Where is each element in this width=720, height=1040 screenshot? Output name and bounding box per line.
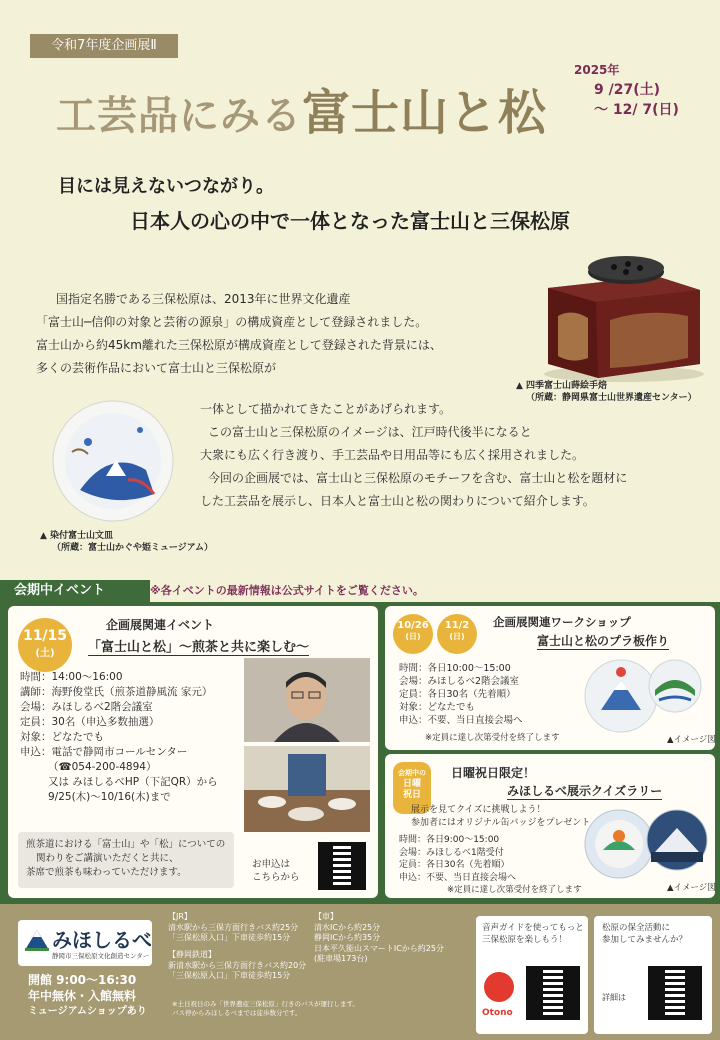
access-line: 日本平久能山スマートICから約25分 [314, 943, 444, 953]
plate-caption [40, 530, 213, 554]
event2-detail: 会場：みほしるべ2階会議室 [399, 676, 520, 687]
pine-line: 松原の保全活動に [602, 923, 671, 933]
apply-line: こちらから [252, 872, 300, 883]
event1-detail: 申込：電話で静岡市コールセンター [20, 746, 188, 758]
footer-logo: みほしるべ [52, 928, 152, 952]
intro-line: 一体として描かれてきたことがあげられます。 [200, 402, 452, 416]
event2-detail: 時間：各日10:00～15:00 [399, 663, 511, 674]
audio-guide-qr-code[interactable] [526, 966, 580, 1020]
intro-line: 多くの芸術作品において富士山と三保松原が [36, 361, 277, 375]
tea-ceremony-photo [244, 746, 370, 832]
lead-line-2: 日本人の心の中で一体となった富士山と三保松原 [130, 209, 570, 233]
audio-guide-line: 三保松原を楽しもう！ [482, 935, 568, 945]
pine-line: 参加してみませんか？ [602, 935, 688, 945]
date-end: 〜 12/ 7(日) [594, 102, 679, 118]
access-line: 清水ICから約25分 [314, 922, 381, 932]
pine-activity-box [594, 916, 712, 1034]
event1-date: 11/15 [22, 628, 68, 644]
lead-line-1: 目には見えないつながり。 [58, 176, 274, 197]
events-band-label: 会期中イベント [0, 580, 150, 602]
event1-note-line: 煎茶道における「富士山」や「松」についての [26, 839, 226, 850]
event3-desc-line: 展示を見てクイズに挑戦しよう！ [411, 805, 546, 815]
apply-line: お申込は [252, 859, 291, 870]
access-line: 静岡ICから約35分 [314, 933, 381, 942]
pine-activity-qr-code[interactable] [648, 966, 702, 1020]
footer-hours: 開館 9:00～16:30 [28, 973, 137, 987]
event1-detail: 会場：みほしるべ2階会議室 [20, 701, 153, 713]
event1-note [18, 832, 234, 888]
event2-date2: 11/2 [444, 620, 470, 631]
access-line: (駐車場173台) [314, 954, 368, 963]
box-caption-title: ▲ 四季富士山蒔絵手焙 [516, 381, 608, 391]
access-line: 「三保松原入口」下車徒歩約15分 [168, 933, 291, 942]
event3-desc-line: 参加者にはオリジナル缶バッジをプレゼント [411, 818, 591, 828]
date-start: 9 /27(土) [594, 82, 661, 98]
title-part-a: 工芸品にみる [56, 93, 302, 139]
bus-note-line: バス停からみほしるべまでは徒歩数分です。 [172, 1009, 302, 1017]
intro-line: 今回の企画展では、富士山と三保松原のモチーフを含む、富士山と松を題材に [208, 471, 628, 485]
event3-title: 日曜祝日限定！ [451, 766, 536, 780]
event1-detail: （☎054-200-4894） [48, 761, 157, 773]
access-car [314, 912, 444, 965]
event3-detail: 定員：各日30名（先着順） [399, 860, 510, 870]
event1-note-line: 関わりをご講演いただくと共に、 [36, 853, 179, 864]
event3-badge-line: 会期中の [398, 769, 426, 777]
exhibition-dates [574, 60, 679, 120]
footer-hours-block [28, 972, 147, 1020]
event3-detail: 会場：みほしるべ1階受付 [399, 847, 504, 858]
mountain-logo-icon [24, 926, 50, 952]
audio-guide-text [482, 922, 584, 946]
events-band-note: ※各イベントの最新情報は公式サイトをご覧ください。 [150, 584, 424, 597]
event3-detail: 時間：各日9:00～15:00 [399, 835, 500, 845]
access-jr-head: 【JR】 [168, 912, 192, 921]
event1-detail: 定員：30名（申込多数抽選） [20, 716, 160, 728]
access-line: 「三保松原入口」下車徒歩約15分 [168, 971, 291, 980]
otono-label: Otono [482, 1008, 513, 1018]
plate-caption-title: ▲ 染付富士山文皿 [40, 531, 114, 541]
intro-line: 「富士山─信仰の対象と芸術の源泉」の構成資産として登録されました。 [36, 315, 428, 329]
access-shizutetsu [168, 950, 306, 982]
event2-detail: 対象：どなたでも [399, 702, 476, 713]
event2-date1-badge [393, 614, 433, 654]
access-car-head: 【車】 [314, 912, 338, 921]
intro-text-upper [36, 288, 506, 380]
event1-subtitle: 「富士山と松」～煎茶と共に楽しむ～ [88, 636, 309, 656]
event3-badge-line: 日曜 [402, 779, 421, 789]
event3-subtitle: みほしるべ展示クイズラリー [507, 784, 663, 798]
event1-title: 企画展関連イベント [106, 618, 215, 632]
event2-date1: 10/26 [397, 620, 429, 631]
event1-detail: 講師：海野俊堂氏（煎茶道静風流 家元） [20, 686, 213, 698]
page-title [56, 74, 547, 143]
logo-box [18, 920, 152, 966]
lacquer-box-image [538, 246, 708, 386]
event1-detail: 時間：14:00～16:00 [20, 671, 123, 683]
footer-logo-sub: 静岡市三保松原文化創造センター [52, 952, 150, 960]
event2-image-label: ▲イメージ図 [667, 735, 716, 745]
intro-line: した工芸品を展示し、日本人と富士山と松の関わりについて紹介します。 [200, 494, 595, 508]
intro-text-lower [200, 398, 690, 513]
plastic-craft-image [581, 650, 711, 734]
event2-details [399, 662, 523, 727]
event1-detail: 対象：どなたでも [20, 731, 104, 743]
intro-line: 富士山から約45km離れた三保松原が構成資産として登録された背景には、 [36, 338, 442, 352]
footer-closed: 年中無休・入館無料 [28, 989, 137, 1003]
plate-caption-owner: （所蔵：富士山かぐや姫ミュージアム） [52, 543, 214, 553]
event-quiz-panel [385, 754, 715, 898]
event3-desc [411, 804, 590, 830]
apply-qr-code[interactable] [318, 842, 366, 890]
event2-detail: 申込：不要、当日直接会場へ [399, 715, 523, 726]
event1-detail: 又は みほしるべHP（下記QR）から [48, 776, 218, 788]
access-shizutetsu-head: 【静岡鉄道】 [168, 950, 216, 959]
event2-title: 企画展関連ワークショップ [493, 615, 631, 629]
exhibition-badge: 令和7年度企画展Ⅱ [30, 34, 178, 58]
event1-detail: 9/25(木)～10/16(木)まで [48, 791, 171, 803]
event2-subtitle: 富士山と松のプラ板作り [537, 634, 670, 648]
intro-line: この富士山と三保松原のイメージは、江戸時代後半になると [208, 425, 532, 439]
event3-image-label: ▲イメージ図 [667, 883, 716, 893]
event2-dow2: (日) [449, 632, 465, 641]
apply-label [252, 858, 300, 884]
event2-detail: 定員：各日30名（先着順） [399, 689, 516, 700]
event2-date2-badge [437, 614, 477, 654]
audio-guide-line: 音声ガイドを使ってもっと [482, 923, 584, 933]
event1-date-badge [18, 618, 72, 672]
pine-activity-text [602, 922, 687, 946]
event2-dow1: (日) [405, 632, 421, 641]
event-tea-panel [8, 606, 378, 898]
audio-guide-box [476, 916, 588, 1034]
bus-note-line: ※土日祝日のみ「世界遺産三保松原」行きのバスが運行します。 [172, 1000, 359, 1008]
bus-note [172, 1000, 359, 1018]
intro-line: 国指定名勝である三保松原は、2013年に世界文化遺産 [56, 292, 351, 306]
lecturer-photo [244, 658, 370, 742]
access-jr [168, 912, 298, 944]
event1-dow: (土) [35, 648, 55, 659]
event3-details [399, 834, 516, 884]
event2-footnote: ※定員に達し次第受付を終了します [425, 733, 560, 743]
access-line: 清水駅から三保方面行きバス約25分 [168, 922, 299, 932]
event3-badge-line: 祝日 [402, 790, 421, 800]
intro-line: 大衆にも広く行き渡り、手工芸品や日用品等にも広く採用されました。 [200, 448, 585, 462]
footer-shop: ミュージアムショップあり [28, 1006, 147, 1017]
title-part-b: 富士山と松 [302, 85, 548, 141]
event3-footnote: ※定員に達し次第受付を終了します [447, 885, 582, 895]
box-caption-owner: （所蔵：静岡県富士山世界遺産センター） [526, 393, 697, 403]
otono-logo-icon [484, 972, 514, 1002]
event-workshop-panel [385, 606, 715, 750]
event1-details [20, 670, 218, 805]
event1-note-line: 茶席で煎茶も味わっていただけます。 [26, 867, 187, 878]
badge-image [581, 806, 711, 886]
details-label: 詳細は [602, 993, 626, 1002]
plate-image [50, 398, 176, 524]
access-line: 新清水駅から三保方面行きバス約20分 [168, 960, 307, 970]
date-year: 2025年 [574, 63, 620, 77]
event3-detail: 申込：不要、当日直接会場へ [399, 872, 517, 883]
